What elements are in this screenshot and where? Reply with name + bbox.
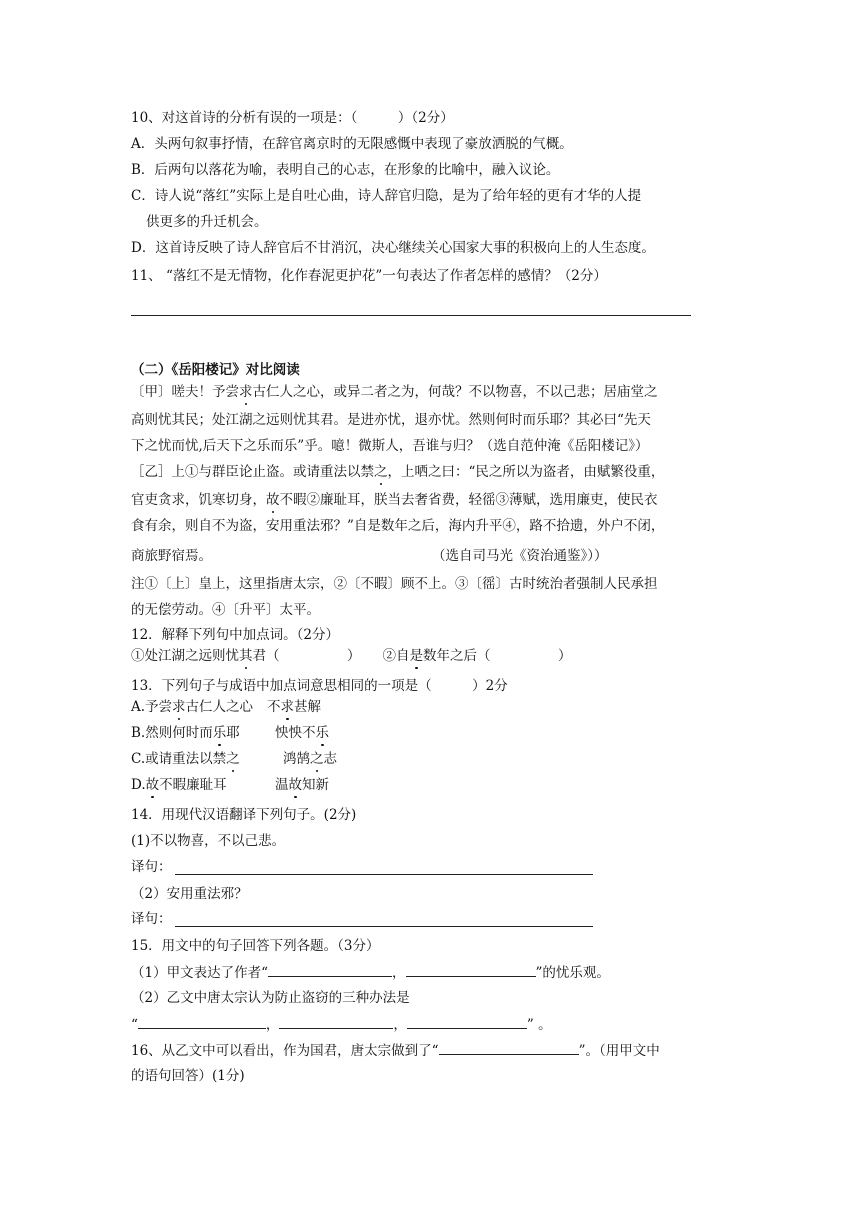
text-segment: 古仁人之心 [185,699,254,715]
question-13-option-c [131,749,337,769]
text-segment: ， [393,1017,407,1033]
text-segment: 官吏贪求，饥寒切身， [131,492,266,508]
question-10-option-c: C．诗人说“落红”实际上是自吐心曲，诗人辞官归隐，是为了给年轻的更有才华的人提 [131,188,642,204]
text-segment: ［乙］上①与群臣论止盗。或请重法以禁 [131,464,374,480]
answer-line-11[interactable] [131,315,691,316]
answer-line-14-1[interactable] [175,874,593,875]
blank-15-1b[interactable] [406,962,536,977]
dotted-char: 之 [226,751,240,767]
text-segment: A.予尝 [131,699,173,715]
text-segment: ”的忧乐观。 [535,965,610,981]
text-segment: （选自司马光《资治通鉴》）） [432,548,608,564]
question-14-sentence-1: (1)不以物喜，不以己悲。 [131,833,286,849]
text-segment: （1）甲文表达了作者“ [131,965,268,981]
blank-15-2a[interactable] [138,1014,266,1029]
text-segment: 怏怏不 [275,725,316,741]
dotted-char: 故 [145,777,160,793]
text-segment: 甚解 [294,699,321,715]
question-14-sentence-2: （2）安用重法邪？ [131,886,248,902]
question-12-parts [131,646,572,666]
question-10-option-c-cont: 供更多的升迁机会。 [146,214,268,230]
text-segment: ， [265,1017,280,1033]
question-15-stem: 15．用文中的句子回答下列各题。（3分） [131,938,380,954]
text-segment: 古仁人之心，或异二者之为，何哉？不以物喜，不以己悲；居庙堂之 [252,384,658,400]
dotted-char: 乐 [315,725,329,741]
question-13-option-a [131,697,321,717]
blank-15-2b[interactable] [279,1014,393,1029]
dotted-char: 求 [172,699,186,715]
question-14-translate-label-1: 译句： [131,859,172,875]
question-13-stem: 13．下列句子与成语中加点词意思相同的一项是（ ）2分 [131,678,508,694]
dotted-char: 之 [374,464,388,480]
passage-yi-line-1 [131,462,664,482]
text-segment: 不暇廉耻耳 [159,777,227,793]
passage-yi-line-4 [131,546,608,566]
question-14-translate-label-2: 译句： [131,911,172,927]
question-15-part-2: （2）乙文中唐太宗认为防止盗窃的三种办法是 [131,990,410,1006]
dotted-char: 求 [239,384,253,400]
passage-jia-line-2: 高则忧其民；处江湖之远则忧其君。是进亦忧，退亦忧。然则何时而乐耶？其必曰“先天 [131,412,651,428]
question-15-part-2-blanks [131,1014,552,1035]
dotted-char: 乐 [212,725,227,741]
passage-jia-line-1 [131,382,658,402]
text-segment: ”。（用甲文中 [578,1043,660,1059]
text-segment: ②自 [382,648,410,664]
question-14-stem: 14．用现代汉语翻译下列句子。(2分) [131,807,357,823]
passage-yi-line-3: 食有余，则自不为盗，安用重法邪？”自是数年之后，海内升平④，路不拾遗，外户不闭， [131,518,665,534]
dotted-char: 求 [280,699,294,715]
text-segment: 鸿鹄 [283,751,310,767]
text-segment: 16、从乙文中可以看出，作为国君，唐太宗做到了“ [131,1043,439,1059]
passage-yi-line-2 [131,490,658,510]
question-10-option-b: B．后两句以落花为喻，表明自己的心志，在形象的比喻中，融入议论。 [131,162,560,178]
question-10-option-a: A．头两句叙事抒情，在辞官离京时的无限感慨中表现了豪放洒脱的气概。 [131,136,573,152]
question-13-option-d [131,775,329,795]
text-segment: 温 [275,777,289,793]
answer-line-14-2[interactable] [175,926,593,927]
question-10-stem: 10、对这首诗的分析有误的一项是：（ ）（2分） [131,110,454,126]
text-segment: 君（ ） [252,648,361,664]
text-segment: ①处江湖之远则忧 [131,648,239,664]
dotted-char: 是 [409,648,423,664]
text-segment: C.或请重法以禁 [131,751,227,767]
dotted-char: 之 [310,751,324,767]
passage-jia-line-3: 下之忧而忧,后天下之乐而乐”乎。噫！微斯人，吾谁与归？（选自范仲淹《岳阳楼记》） [131,438,649,454]
text-segment: 〔甲〕嗟夫！予尝 [131,384,239,400]
text-segment: “ [131,1017,138,1033]
text-segment: 志 [323,751,337,767]
question-12-stem: 12．解释下列句中加点词。（2分） [131,627,340,643]
text-segment: 耶 [226,725,240,741]
text-segment: B.然则何时而 [131,725,213,741]
dotted-char: 故 [266,492,280,508]
text-segment: 不 [267,699,281,715]
dotted-char: 其 [239,648,253,664]
text-segment: 知新 [302,777,329,793]
text-segment: ” 。 [526,1017,552,1033]
text-segment: ，上哂之曰：“民之所以为盗者，由赋繁役重， [387,464,665,480]
question-15-part-1 [131,962,610,983]
blank-15-1a[interactable] [268,962,392,977]
question-13-option-b [131,723,329,743]
note-line-2: 的无偿劳动。④〔升平〕太平。 [131,602,320,618]
question-11-stem: 11、 “落红不是无情物，化作春泥更护花”一句表达了作者怎样的感情？（2分） [131,268,607,284]
text-segment: 数年之后（ ） [423,648,572,664]
question-16-line-2: 的语句回答）(1分) [131,1068,245,1084]
text-segment: D. [131,777,146,793]
section-title: （二）《岳阳楼记》对比阅读 [131,362,300,378]
question-10-option-d: D．这首诗反映了诗人辞官后不甘消沉，决心继续关心国家大事的积极向上的人生态度。 [131,240,655,256]
text-segment: ， [392,965,406,981]
note-line-1: 注①〔上〕皇上，这里指唐太宗，②〔不暇〕顾不上。③〔徭〕古时统治者强制人民承担 [131,576,658,592]
blank-15-2c[interactable] [407,1014,527,1029]
dotted-char: 故 [288,777,302,793]
text-segment: 不暇②廉耻耳，朕当去奢省费，轻徭③薄赋，选用廉吏，使民衣 [279,492,658,508]
blank-16[interactable] [439,1040,579,1055]
question-16-line-1 [131,1040,660,1061]
text-segment: 商旅野宿焉。 [131,548,212,564]
